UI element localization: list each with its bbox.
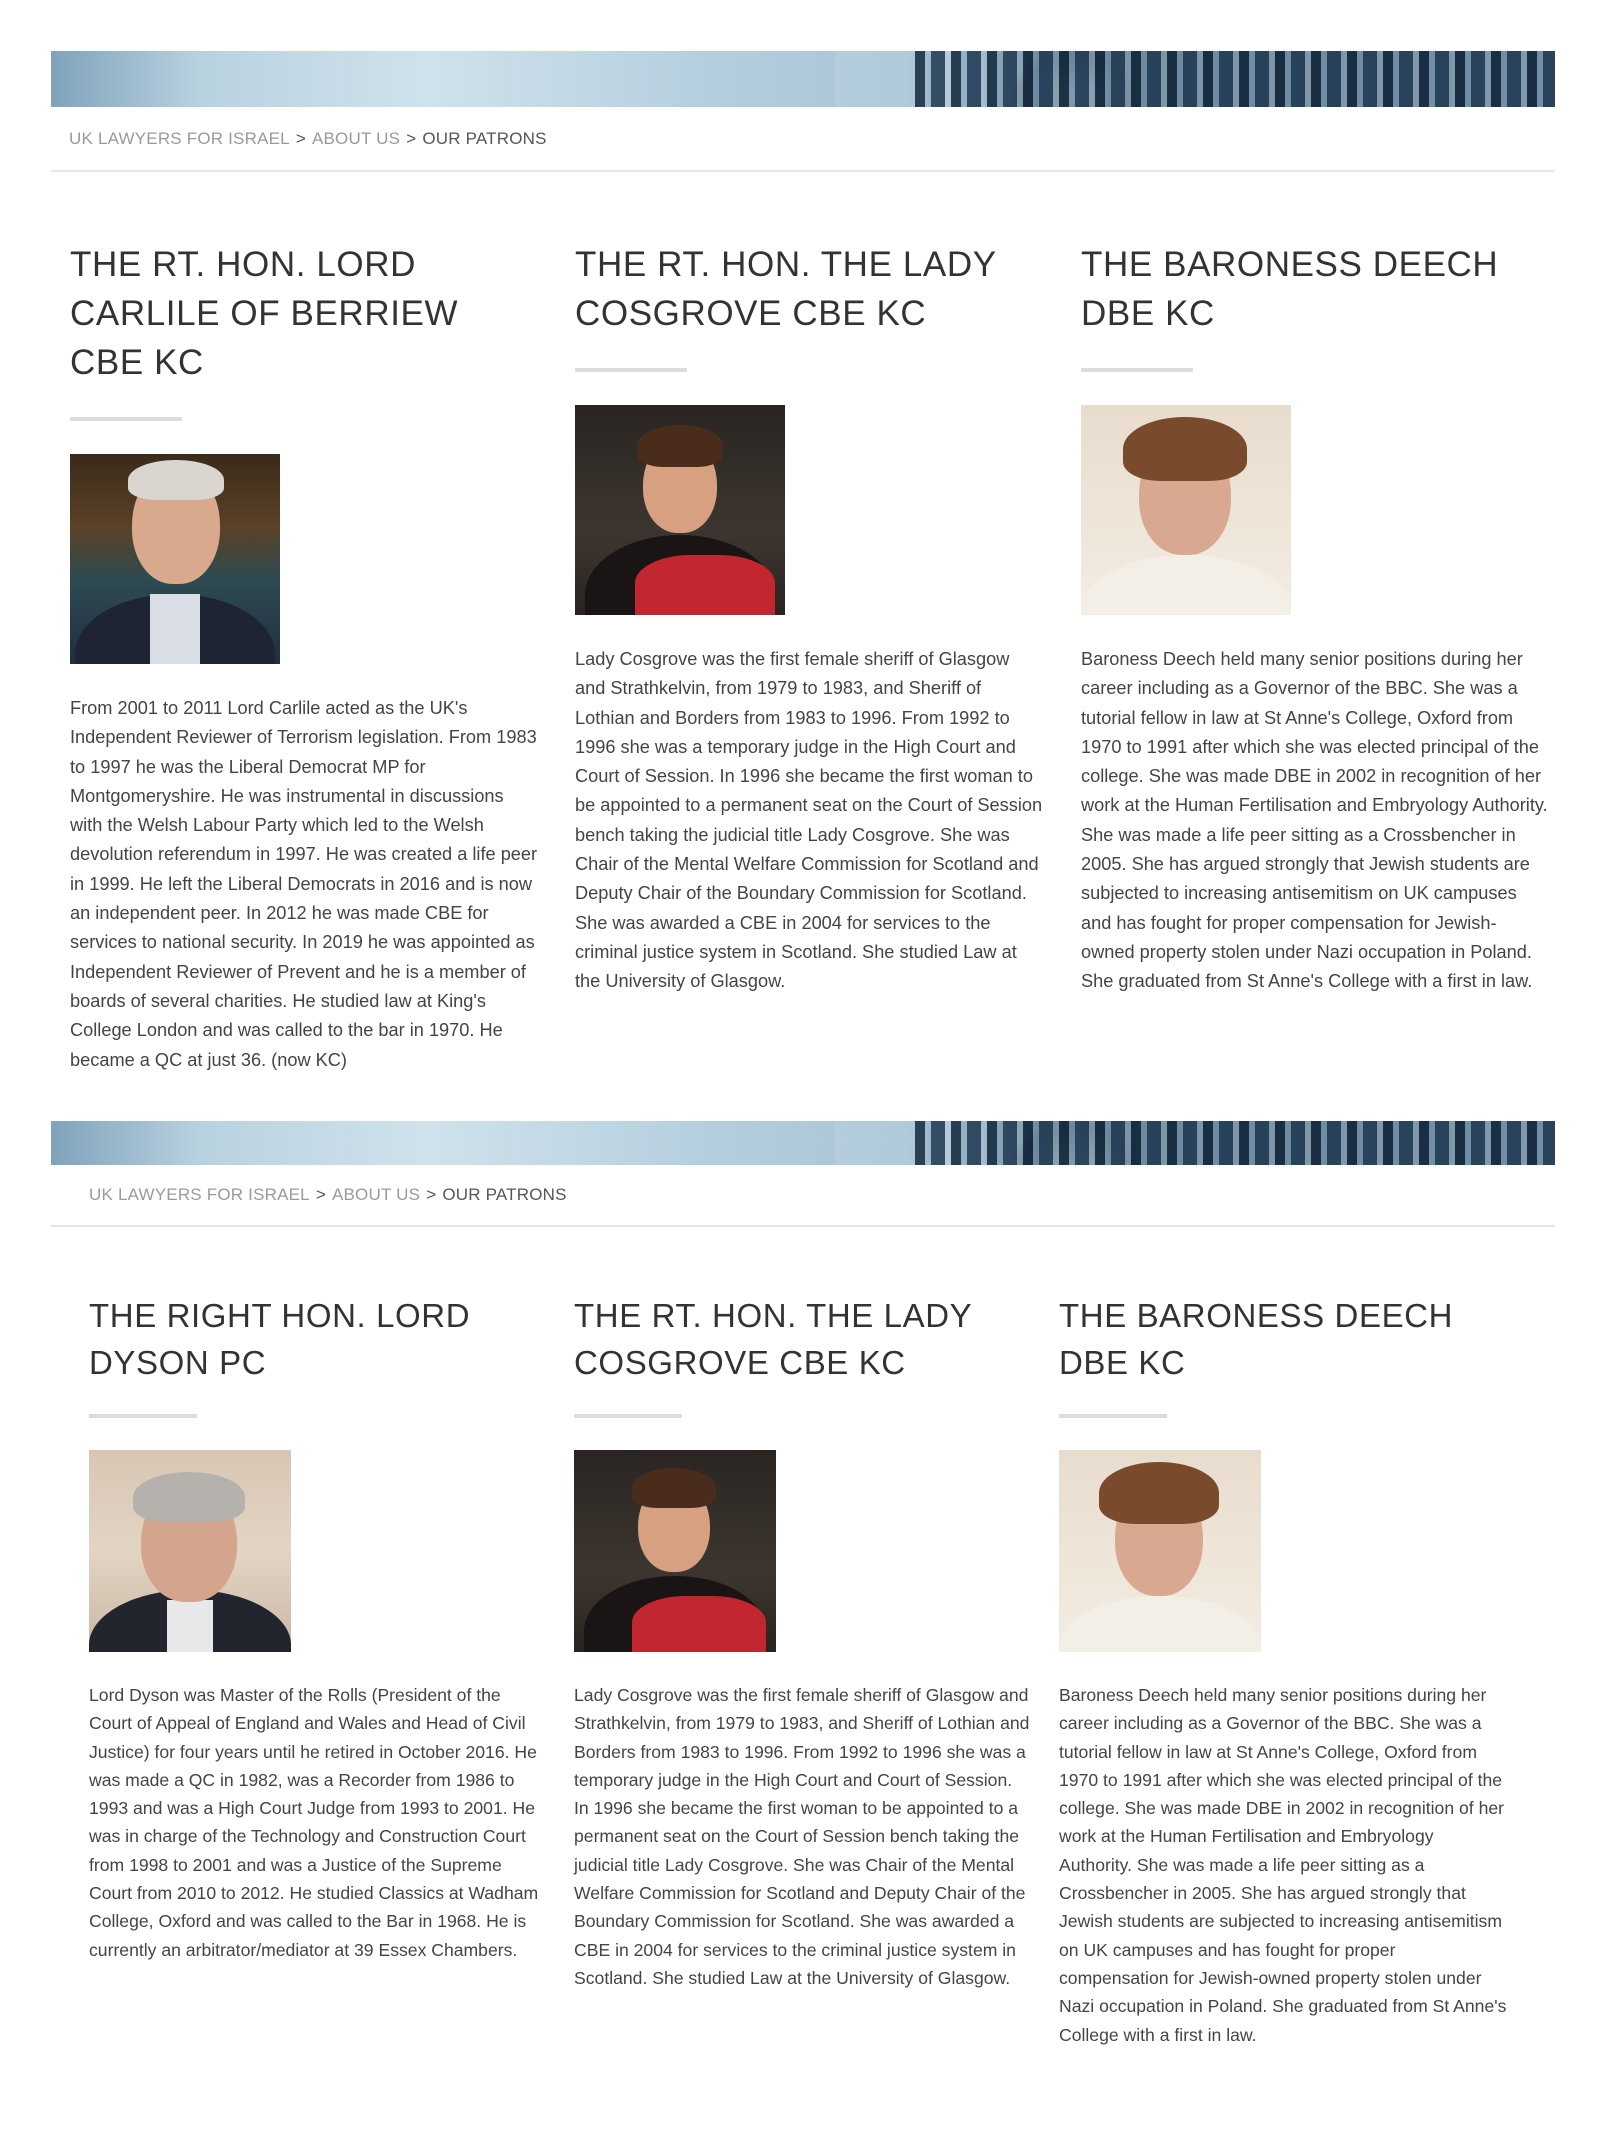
breadcrumb-home-link[interactable]: UK LAWYERS FOR ISRAEL — [69, 128, 290, 148]
patron-bio: Baroness Deech held many senior positions during her career including as a Governor of the BBC. She was a tutorial fellow in law at St Anne's College, Oxford from 1970 to 1991 after which she was elected principal of the college. She was made DBE in 2002 in recognition of her work at the Human Fertilisation and Embryology Authority. She was made a life peer sitting as a Crossbencher in 2005. She has argued strongly that Jewish students are subjected to increasing antisemitism on UK campuses and has fought for proper compensation for Jewish-owned property stolen under Nazi occupation in Poland. She graduated from St Anne's College with a first in law. — [1081, 649, 1548, 992]
patron-name: THE RT. HON. LORD CARLILE OF BERRIEW CBE KC — [70, 245, 459, 382]
patron-card-carlile — [70, 240, 540, 1075]
patron-card-deech — [1081, 240, 1551, 997]
patron-name: THE RIGHT HON. LORD DYSON PC — [89, 1297, 471, 1381]
patron-photo — [1081, 405, 1291, 615]
patron-card-cosgrove — [574, 1292, 1034, 1992]
patron-photo — [1059, 1450, 1261, 1652]
patron-photo — [575, 405, 785, 615]
breadcrumb-separator: > — [426, 1185, 437, 1204]
patron-name: THE BARONESS DEECH DBE KC — [1081, 245, 1499, 333]
title-divider — [70, 417, 182, 421]
patrons-section-2 — [51, 1121, 1555, 1227]
patrons-section-1 — [51, 51, 1555, 172]
patron-card-cosgrove — [575, 240, 1045, 997]
header-banner — [51, 51, 1555, 107]
patron-bio: Lady Cosgrove was the first female sheriff of Glasgow and Strathkelvin, from 1979 to 1983, and Sheriff of Lothian and Borders from 1983 to 1996. From 1992 to 1996 she was a temporary judge in the High Court and Court of Session. In 1996 she became the first woman to be appointed to a permanent seat on the Court of Session bench taking the judicial title Lady Cosgrove. She was Chair of the Mental Welfare Commission for Scotland and Deputy Chair of the Boundary Commission for Scotland. She was awarded a CBE in 2004 for services to the criminal justice system in Scotland. She studied Law at the University of Glasgow. — [574, 1685, 1030, 1988]
patron-photo — [89, 1450, 291, 1652]
header-banner — [51, 1121, 1555, 1165]
patron-name: THE BARONESS DEECH DBE KC — [1059, 1297, 1454, 1381]
patron-card-deech — [1059, 1292, 1529, 2049]
breadcrumb-current: OUR PATRONS — [442, 1185, 567, 1204]
patron-photo — [70, 454, 280, 664]
title-divider — [89, 1414, 197, 1418]
breadcrumb — [51, 1165, 1555, 1227]
patron-photo — [574, 1450, 776, 1652]
patron-card-dyson — [89, 1292, 539, 1964]
title-divider — [575, 368, 687, 372]
breadcrumb-about-link[interactable]: ABOUT US — [311, 128, 401, 148]
breadcrumb-separator: > — [295, 128, 306, 148]
patron-bio: Lord Dyson was Master of the Rolls (President of the Court of Appeal of England and Wales and Head of Civil Justice) for four years until he retired in October 2016. He was made a QC in 1982, was a Recorder from 1986 to 1993 and was a High Court Judge from 1993 to 2001. He was in charge of the Technology and Construction Court from 1998 to 2001 and was a Justice of the Supreme Court from 2010 to 2012. He studied Classics at Wadham College, Oxford and was called to the Bar in 1968. He is currently an arbitrator/mediator at 39 Essex Chambers. — [89, 1685, 539, 1960]
breadcrumb-about-link[interactable]: ABOUT US — [331, 1185, 421, 1204]
breadcrumb-home-link[interactable]: UK LAWYERS FOR ISRAEL — [89, 1185, 310, 1204]
title-divider — [574, 1414, 682, 1418]
patron-name: THE RT. HON. THE LADY COSGROVE CBE KC — [575, 245, 997, 333]
breadcrumb-separator: > — [315, 1185, 326, 1204]
title-divider — [1059, 1414, 1167, 1418]
patron-bio: From 2001 to 2011 Lord Carlile acted as the UK's Independent Reviewer of Terrorism legislation. From 1983 to 1997 he was the Liberal Democrat MP for Montgomeryshire. He was instrumental in discussions with the Welsh Labour Party which led to the Welsh devolution referendum in 1997. He was created a life peer in 1999. He left the Liberal Democrats in 2016 and is now an independent peer. In 2012 he was made CBE for services to national security. In 2019 he was appointed as Independent Reviewer of Prevent and he is a member of boards of several charities. He studied law at King's College London and was called to the bar in 1970. He became a QC at just 36. (now KC) — [70, 698, 538, 1070]
patron-bio: Lady Cosgrove was the first female sheriff of Glasgow and Strathkelvin, from 1979 to 1983, and Sheriff of Lothian and Borders from 1983 to 1996. From 1992 to 1996 she was a temporary judge in the High Court and Court of Session. In 1996 she became the first woman to be appointed to a permanent seat on the Court of Session bench taking the judicial title Lady Cosgrove. She was Chair of the Mental Welfare Commission for Scotland and Deputy Chair of the Boundary Commission for Scotland. She was awarded a CBE in 2004 for services to the criminal justice system in Scotland. She studied Law at the University of Glasgow. — [575, 649, 1043, 992]
breadcrumb — [51, 107, 1555, 172]
breadcrumb-separator: > — [406, 128, 417, 148]
title-divider — [1081, 368, 1193, 372]
patron-name: THE RT. HON. THE LADY COSGROVE CBE KC — [574, 1297, 972, 1381]
patron-bio: Baroness Deech held many senior positions during her career including as a Governor of the BBC. She was a tutorial fellow in law at St Anne's College, Oxford from 1970 to 1991 after which she was elected principal of the college. She was made DBE in 2002 in recognition of her work at the Human Fertilisation and Embryology Authority. She was made a life peer sitting as a Crossbencher in 2005. She has argued strongly that Jewish students are subjected to increasing antisemitism on UK campuses and has fought for proper compensation for Jewish-owned property stolen under Nazi occupation in Poland. She graduated from St Anne's College with a first in law. — [1059, 1685, 1507, 2045]
breadcrumb-current: OUR PATRONS — [422, 128, 547, 148]
